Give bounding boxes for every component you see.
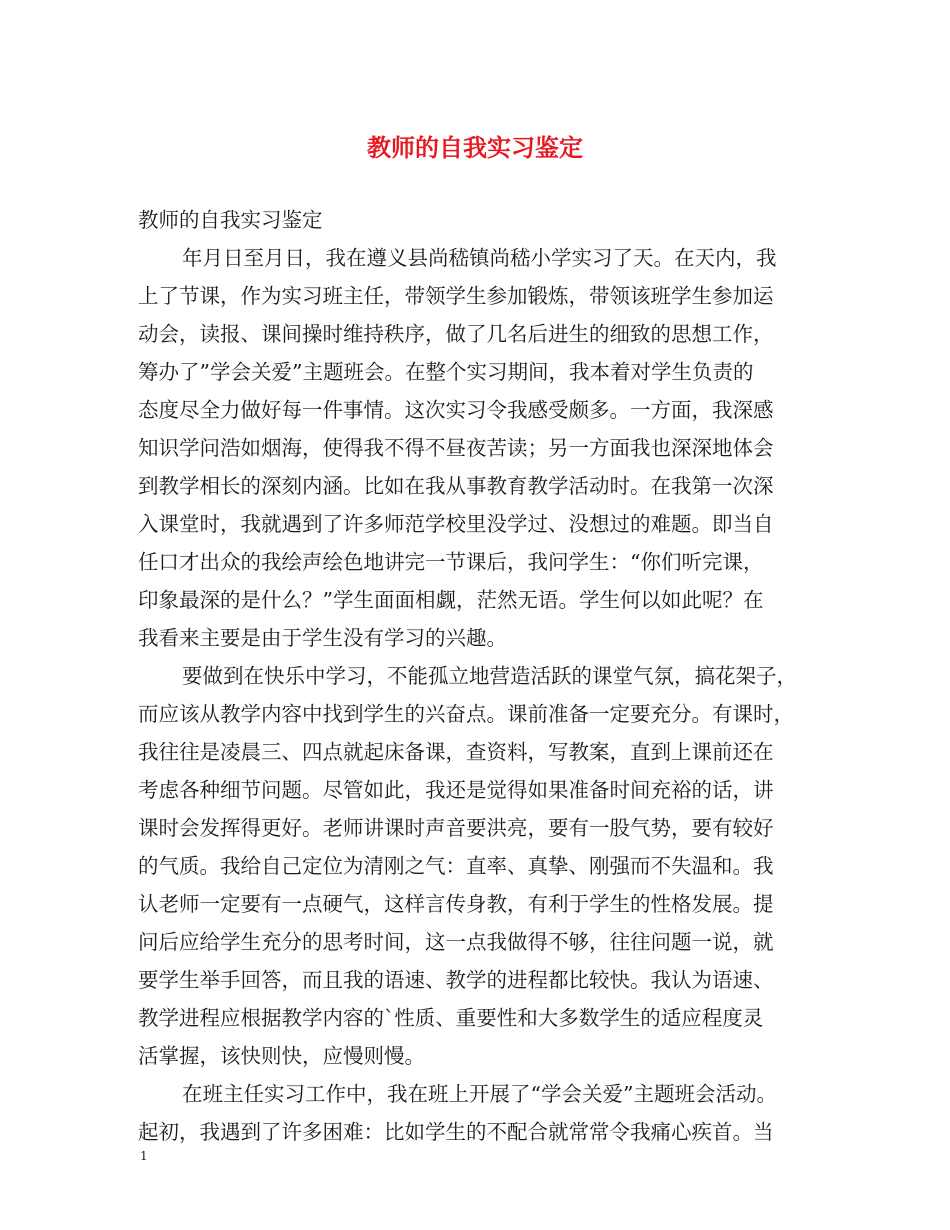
text-line: 筹办了”学会关爱”主题班会。在整个实习期间，我本着对学生负责的 [138,360,754,384]
text-line: 考虑各种细节问题。尽管如此，我还是觉得如果准备时间充裕的话，讲 [138,778,774,802]
text-line: 教师的自我实习鉴定 [138,208,323,232]
text-line: 而应该从教学内容中找到学生的兴奋点。课前准备一定要充分。有课时， [138,702,794,726]
text-line: 课时会发挥得更好。老师讲课时声音要洪亮，要有一股气势，要有较好 [138,816,774,840]
text-line: 起初，我遇到了许多困难：比如学生的不配合就常常令我痛心疾首。当 [138,1120,774,1144]
text-line: 年月日至月日，我在遵义县尚嵇镇尚嵇小学实习了天。在天内，我 [182,246,777,270]
text-line: 问后应给学生充分的思考时间，这一点我做得不够，往往问题一说，就 [138,930,774,954]
text-line: 到教学相长的深刻内涵。比如在我从事教育教学活动时。在我第一次深 [138,474,774,498]
text-line: 认老师一定要有一点硬气，这样言传身教，有利于学生的性格发展。提 [138,892,774,916]
text-line: 印象最深的是什么？”学生面面相觑，茫然无语。学生何以如此呢？在 [138,588,764,612]
text-line: 要做到在快乐中学习，不能孤立地营造活跃的课堂气氛，搞花架子， [182,664,797,688]
text-line: 要学生举手回答，而且我的语速、教学的进程都比较快。我认为语速、 [138,968,774,992]
text-line: 上了节课，作为实习班主任，带领学生参加锻炼，带领该班学生参加运 [138,284,774,308]
text-line: 的气质。我给自己定位为清刚之气：直率、真挚、刚强而不失温和。我 [138,854,774,878]
text-line: 我看来主要是由于学生没有学习的兴趣。 [138,626,507,650]
text-line: 知识学问浩如烟海，使得我不得不昼夜苦读；另一方面我也深深地体会 [138,436,774,460]
text-line: 态度尽全力做好每一件事情。这次实习令我感受颇多。一方面，我深感 [138,398,774,422]
text-line: 在班主任实习工作中，我在班上开展了“学会关爱”主题班会活动。 [182,1082,777,1106]
text-line: 我往往是凌晨三、四点就起床备课，查资料，写教案，直到上课前还在 [138,740,774,764]
page-number: 1 [140,1149,148,1163]
text-line: 动会，读报、课间操时维持秩序，做了几名后进生的细致的思想工作， [138,322,774,346]
text-line: 入课堂时，我就遇到了许多师范学校里没学过、没想过的难题。即当自 [138,512,774,536]
document-title: 教师的自我实习鉴定 [367,133,583,162]
text-line: 教学进程应根据教学内容的`性质、重要性和大多数学生的适应程度灵 [138,1006,764,1030]
text-line: 任口才出众的我绘声绘色地讲完一节课后，我问学生：“你们听完课， [138,550,764,574]
document-body [138,201,819,1151]
text-line: 活掌握，该快则快，应慢则慢。 [138,1044,425,1068]
